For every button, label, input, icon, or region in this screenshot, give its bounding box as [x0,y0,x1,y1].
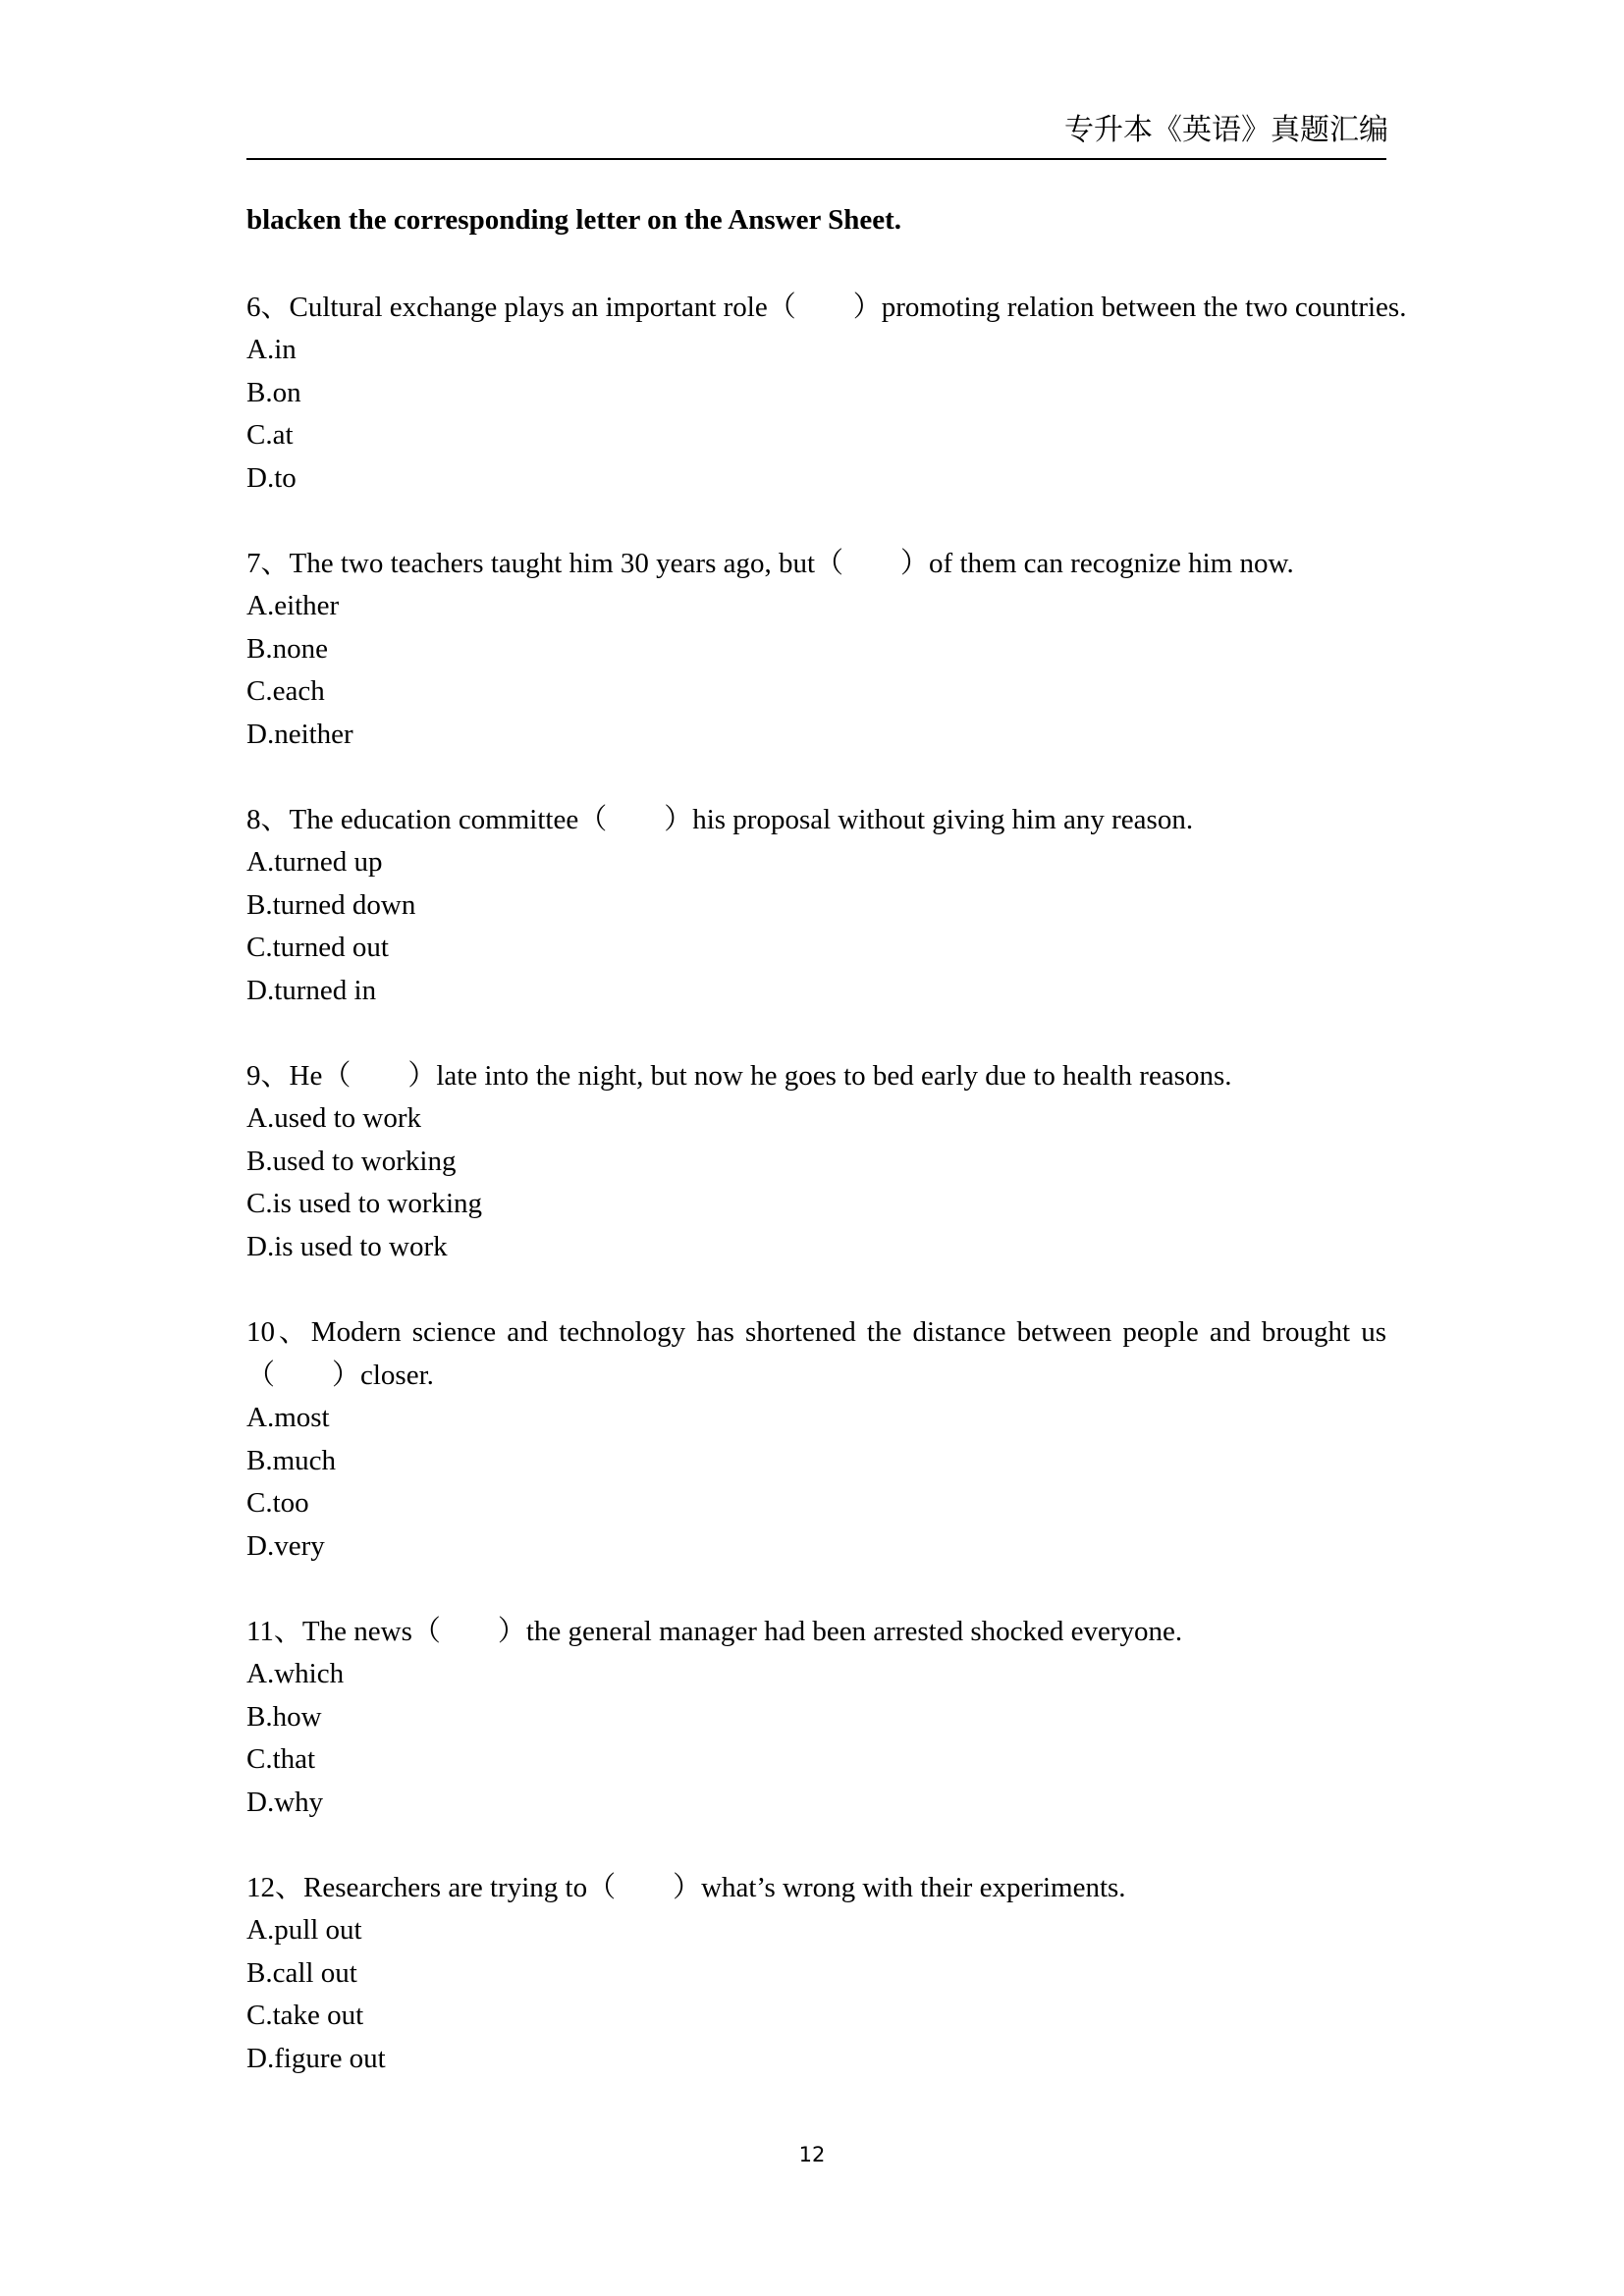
option-b: B.used to working [246,1145,457,1177]
option-a: A.either [246,590,340,621]
option-a: A.pull out [246,1914,362,1946]
question-text: 11、The news（ ）the general manager had been arrested shocked everyone. [246,1616,1183,1647]
option-d: D.figure out [246,2042,386,2074]
option-a: A.which [246,1658,345,1689]
option-a: A.turned up [246,846,383,878]
question-6 [246,286,1407,500]
option-b: B.on [246,376,301,408]
option-c: C.that [246,1743,316,1775]
option-d: D.to [246,461,297,494]
option-c: C.too [246,1487,309,1519]
option-d: D.very [246,1529,325,1562]
question-text: 6、Cultural exchange plays an important role（ ）promoting relation between the two countries. [246,292,1407,323]
question-list [246,286,1407,2122]
option-c: C.turned out [246,932,389,963]
page-header-title: 专升本《英语》真题汇编 [1064,113,1388,147]
option-a: A.used to work [246,1102,422,1134]
option-d: D.is used to work [246,1230,448,1262]
question-7 [246,542,1386,756]
question-text: 8、The education committee（ ）his proposal without giving him any reason. [246,804,1194,835]
option-b: B.turned down [246,888,416,921]
option-b: B.much [246,1444,337,1476]
question-8 [246,798,1386,1012]
header-divider [246,158,1386,160]
option-d: D.turned in [246,974,377,1006]
option-c: C.is used to working [246,1188,483,1219]
option-b: B.how [246,1700,322,1733]
instruction-text: blacken the corresponding letter on the Answer Sheet. [246,204,901,236]
question-text: 12、Researchers are trying to（ ）what’s wrong with their experiments. [246,1872,1126,1903]
question-12 [246,1866,1386,2080]
question-text: 10、Modern science and technology has shortened the distance between people and brought us（ ）closer. [246,1316,1386,1391]
question-11 [246,1610,1386,1824]
option-c: C.at [246,419,294,451]
option-a: A.in [246,334,297,365]
option-b: B.none [246,632,328,665]
page-number: 12 [798,2143,826,2166]
option-c: C.take out [246,2000,364,2031]
question-9 [246,1054,1386,1268]
option-a: A.most [246,1402,330,1433]
option-d: D.why [246,1786,324,1818]
option-b: B.call out [246,1956,357,1989]
question-text: 9、He（ ）late into the night, but now he goes to bed early due to health reasons. [246,1060,1232,1092]
question-text: 7、The two teachers taught him 30 years ago, but（ ）of them can recognize him now. [246,548,1294,579]
option-d: D.neither [246,718,353,750]
question-10 [246,1310,1386,1568]
option-c: C.each [246,675,325,707]
